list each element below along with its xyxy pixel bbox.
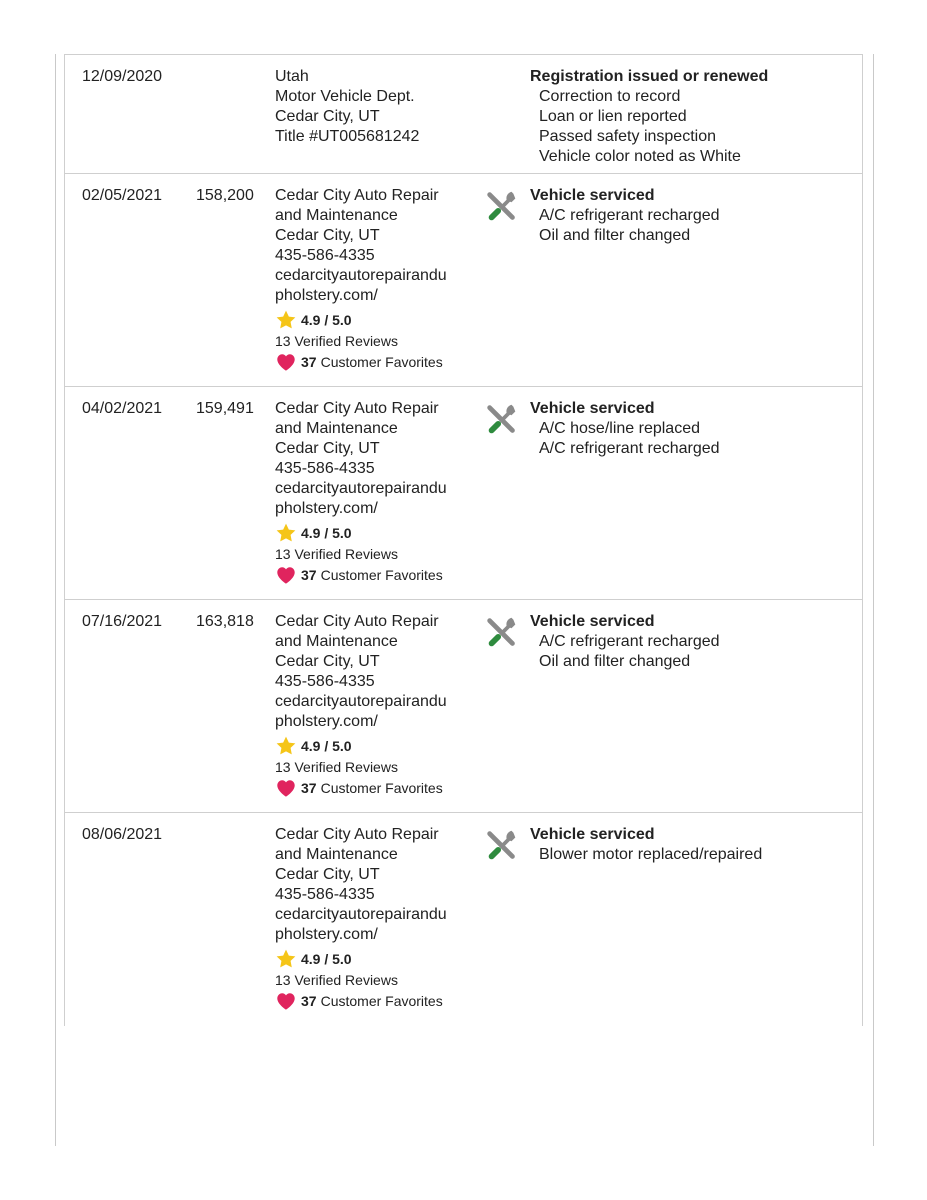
record-source <box>275 825 485 1013</box>
detail-item: Oil and filter changed <box>539 653 691 670</box>
source-line: 435-586-4335 <box>275 247 375 264</box>
record-details <box>530 825 850 865</box>
record-odometer: 163,818 <box>196 613 254 630</box>
record-date: 07/16/2021 <box>82 613 163 630</box>
source-line: 435-586-4335 <box>275 886 375 903</box>
history-record <box>65 174 862 387</box>
history-record <box>65 387 862 600</box>
favorites-count: 37 <box>301 354 317 370</box>
record-details <box>530 186 850 246</box>
favorites-count: 37 <box>301 780 317 796</box>
detail-item: Vehicle color noted as White <box>539 148 741 165</box>
wrench-screwdriver-icon <box>483 614 523 654</box>
shop-rating <box>275 947 485 971</box>
wrench-screwdriver-icon <box>483 827 523 867</box>
source-line: Utah <box>275 68 309 85</box>
source-line: Cedar City, UT <box>275 227 380 244</box>
shop-rating <box>275 308 485 332</box>
source-line: Cedar City Auto Repair <box>275 613 439 630</box>
customer-favorites <box>275 989 485 1013</box>
record-date: 02/05/2021 <box>82 187 163 204</box>
record-source <box>275 186 485 374</box>
record-odometer: 158,200 <box>196 187 254 204</box>
source-line: Cedar City Auto Repair <box>275 187 439 204</box>
star-icon <box>275 735 297 757</box>
source-line: and Maintenance <box>275 846 398 863</box>
source-line: Cedar City Auto Repair <box>275 400 439 417</box>
source-line: Cedar City, UT <box>275 108 380 125</box>
history-record <box>65 55 862 174</box>
detail-item: Loan or lien reported <box>539 108 687 125</box>
source-line: and Maintenance <box>275 633 398 650</box>
source-line: Cedar City, UT <box>275 866 380 883</box>
shop-rating <box>275 521 485 545</box>
record-date: 12/09/2020 <box>82 68 163 85</box>
source-line: Motor Vehicle Dept. <box>275 88 415 105</box>
source-website-link[interactable]: pholstery.com/ <box>275 926 378 943</box>
heart-icon <box>275 990 297 1012</box>
star-icon <box>275 309 297 331</box>
customer-favorites <box>275 350 485 374</box>
source-line: Cedar City Auto Repair <box>275 826 439 843</box>
source-line: 435-586-4335 <box>275 673 375 690</box>
favorites-label: Customer Favorites <box>320 780 443 796</box>
source-website-link[interactable]: cedarcityautorepairandu <box>275 693 447 710</box>
detail-item: A/C refrigerant recharged <box>539 207 720 224</box>
record-title: Vehicle serviced <box>530 400 655 417</box>
shop-rating <box>275 734 485 758</box>
rating-value: 4.9 / 5.0 <box>301 738 352 754</box>
source-website-link[interactable]: cedarcityautorepairandu <box>275 480 447 497</box>
record-odometer: 159,491 <box>196 400 254 417</box>
source-line: Cedar City, UT <box>275 440 380 457</box>
favorites-label: Customer Favorites <box>320 567 443 583</box>
detail-item: Blower motor replaced/repaired <box>539 846 763 863</box>
detail-item: A/C hose/line replaced <box>539 420 700 437</box>
source-website-link[interactable]: cedarcityautorepairandu <box>275 906 447 923</box>
record-details <box>530 67 850 167</box>
history-record <box>65 600 862 813</box>
record-title: Vehicle serviced <box>530 826 655 843</box>
source-line: Title #UT005681242 <box>275 128 420 145</box>
record-date: 04/02/2021 <box>82 400 163 417</box>
source-website-link[interactable]: pholstery.com/ <box>275 500 378 517</box>
record-date: 08/06/2021 <box>82 826 163 843</box>
detail-item: Passed safety inspection <box>539 128 716 145</box>
history-record <box>65 813 862 1025</box>
rating-value: 4.9 / 5.0 <box>301 525 352 541</box>
star-icon <box>275 948 297 970</box>
source-website-link[interactable]: pholstery.com/ <box>275 713 378 730</box>
source-line: Cedar City, UT <box>275 653 380 670</box>
customer-favorites <box>275 776 485 800</box>
source-website-link[interactable]: pholstery.com/ <box>275 287 378 304</box>
wrench-screwdriver-icon <box>483 188 523 228</box>
rating-value: 4.9 / 5.0 <box>301 312 352 328</box>
record-source <box>275 399 485 587</box>
wrench-screwdriver-icon <box>483 401 523 441</box>
record-source <box>275 67 485 147</box>
detail-item: A/C refrigerant recharged <box>539 633 720 650</box>
record-title: Vehicle serviced <box>530 187 655 204</box>
source-line: 435-586-4335 <box>275 460 375 477</box>
source-website-link[interactable]: cedarcityautorepairandu <box>275 267 447 284</box>
favorites-label: Customer Favorites <box>320 354 443 370</box>
record-source <box>275 612 485 800</box>
heart-icon <box>275 777 297 799</box>
record-title: Vehicle serviced <box>530 613 655 630</box>
customer-favorites <box>275 563 485 587</box>
rating-value: 4.9 / 5.0 <box>301 951 352 967</box>
heart-icon <box>275 351 297 373</box>
favorites-count: 37 <box>301 567 317 583</box>
favorites-count: 37 <box>301 993 317 1009</box>
record-title: Registration issued or renewed <box>530 68 769 85</box>
record-details <box>530 399 850 459</box>
table-right-border <box>862 54 863 1026</box>
verified-reviews-link[interactable]: 13 Verified Reviews <box>275 759 398 775</box>
detail-item: A/C refrigerant recharged <box>539 440 720 457</box>
verified-reviews-link[interactable]: 13 Verified Reviews <box>275 546 398 562</box>
favorites-label: Customer Favorites <box>320 993 443 1009</box>
detail-item: Correction to record <box>539 88 681 105</box>
source-line: and Maintenance <box>275 420 398 437</box>
source-line: and Maintenance <box>275 207 398 224</box>
heart-icon <box>275 564 297 586</box>
record-details <box>530 612 850 672</box>
detail-item: Oil and filter changed <box>539 227 691 244</box>
verified-reviews-link[interactable]: 13 Verified Reviews <box>275 333 398 349</box>
verified-reviews-link[interactable]: 13 Verified Reviews <box>275 972 398 988</box>
star-icon <box>275 522 297 544</box>
